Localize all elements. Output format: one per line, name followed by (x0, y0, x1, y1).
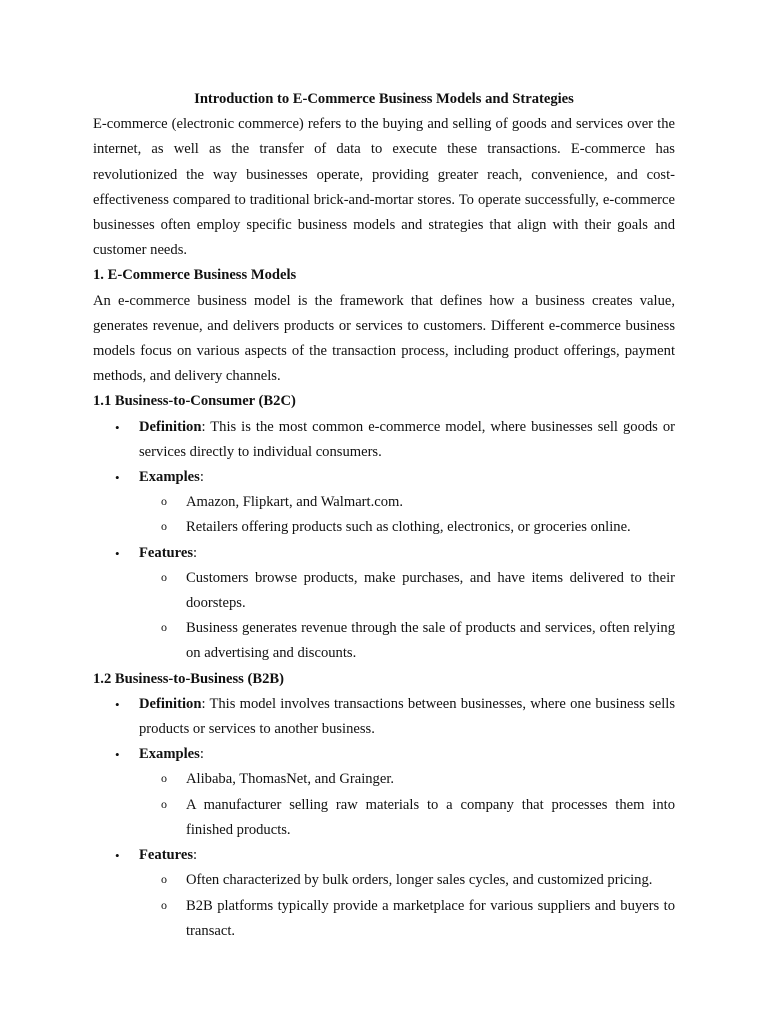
subsection-heading-b2c: 1.1 Business-to-Consumer (B2C) (93, 393, 296, 410)
definition-text: : This is the most common e-commerce model, where businesses sell goods or services directly to individual consumers. (139, 418, 675, 460)
features-suffix: : (193, 847, 198, 864)
bullet-icon: • (115, 696, 120, 712)
circle-bullet-icon: o (161, 620, 167, 635)
list-item (93, 843, 675, 944)
bullet-icon: • (115, 545, 120, 561)
section-heading-business-models: 1. E-Commerce Business Models (93, 267, 297, 284)
circle-bullet-icon: o (161, 771, 167, 786)
document-title: Introduction to E-Commerce Business Models and Strategies (194, 91, 574, 107)
b2b-list (93, 692, 675, 944)
intro-paragraph: E-commerce (electronic commerce) refers to the buying and selling of goods and services over the internet, as well as the transfer of data to execute these transactions. E-commerce has revolutionized the way businesses operate, providing greater reach, convenience, and cost-effectiveness compared to traditional brick-and-mortar stores. To operate successfully, e-commerce businesses often employ specific business models and strategies that align with their goals and customer needs. (93, 116, 675, 259)
sub-list-item: o Often characterized by bulk orders, longer sales cycles, and customized pricing. (139, 868, 675, 893)
features-suffix: : (193, 544, 198, 561)
definition-label: Definition (139, 695, 202, 712)
examples-label: Examples (139, 746, 200, 763)
features-label: Features (139, 847, 194, 864)
list-item (93, 415, 675, 465)
sub-list-item: o Customers browse products, make purchases, and have items delivered to their doorsteps. (139, 566, 675, 616)
list-item (93, 465, 675, 541)
business-models-paragraph: An e-commerce business model is the framework that defines how a business creates value, generates revenue, and delivers products or services to customers. Different e-commerce business models focus on various aspects of the transaction process, including product offerings, payment methods, and delivery channels. (93, 292, 675, 385)
circle-bullet-icon: o (161, 897, 167, 912)
examples-sublist (139, 767, 675, 843)
examples-suffix: : (199, 746, 204, 763)
features-label: Features (139, 544, 194, 561)
definition-text: : This model involves transactions between businesses, where one business sells products or services to another business. (139, 695, 675, 738)
features-sublist (139, 868, 675, 944)
subsection-heading-b2b: 1.2 Business-to-Business (B2B) (93, 670, 284, 687)
circle-bullet-icon: o (161, 796, 167, 811)
list-item (93, 742, 675, 843)
sub-list-item: o Retailers offering products such as clothing, electronics, or groceries online. (139, 515, 675, 540)
b2c-list (93, 415, 675, 667)
bullet-icon: • (115, 470, 120, 486)
sub-list-item: o B2B platforms typically provide a marketplace for various suppliers and buyers to transact. (139, 894, 675, 944)
examples-suffix: : (199, 469, 204, 486)
bullet-icon: • (115, 419, 120, 435)
examples-sublist (139, 490, 675, 540)
sub-list-item: o Amazon, Flipkart, and Walmart.com. (139, 490, 675, 515)
circle-bullet-icon: o (161, 519, 167, 534)
circle-bullet-icon: o (161, 569, 167, 584)
list-item (93, 692, 675, 742)
circle-bullet-icon: o (161, 872, 167, 887)
sub-list-item: o Alibaba, ThomasNet, and Grainger. (139, 767, 675, 792)
features-sublist (139, 566, 675, 667)
circle-bullet-icon: o (161, 494, 167, 509)
list-item (93, 541, 675, 667)
definition-label: Definition (139, 418, 202, 435)
examples-label: Examples (139, 469, 200, 486)
sub-list-item: o Business generates revenue through the sale of products and services, often relying on advertising and discounts. (139, 616, 675, 666)
bullet-icon: • (115, 848, 120, 864)
bullet-icon: • (115, 747, 120, 763)
sub-list-item: o A manufacturer selling raw materials to a company that processes them into finished products. (139, 793, 675, 843)
document-page (93, 87, 675, 944)
